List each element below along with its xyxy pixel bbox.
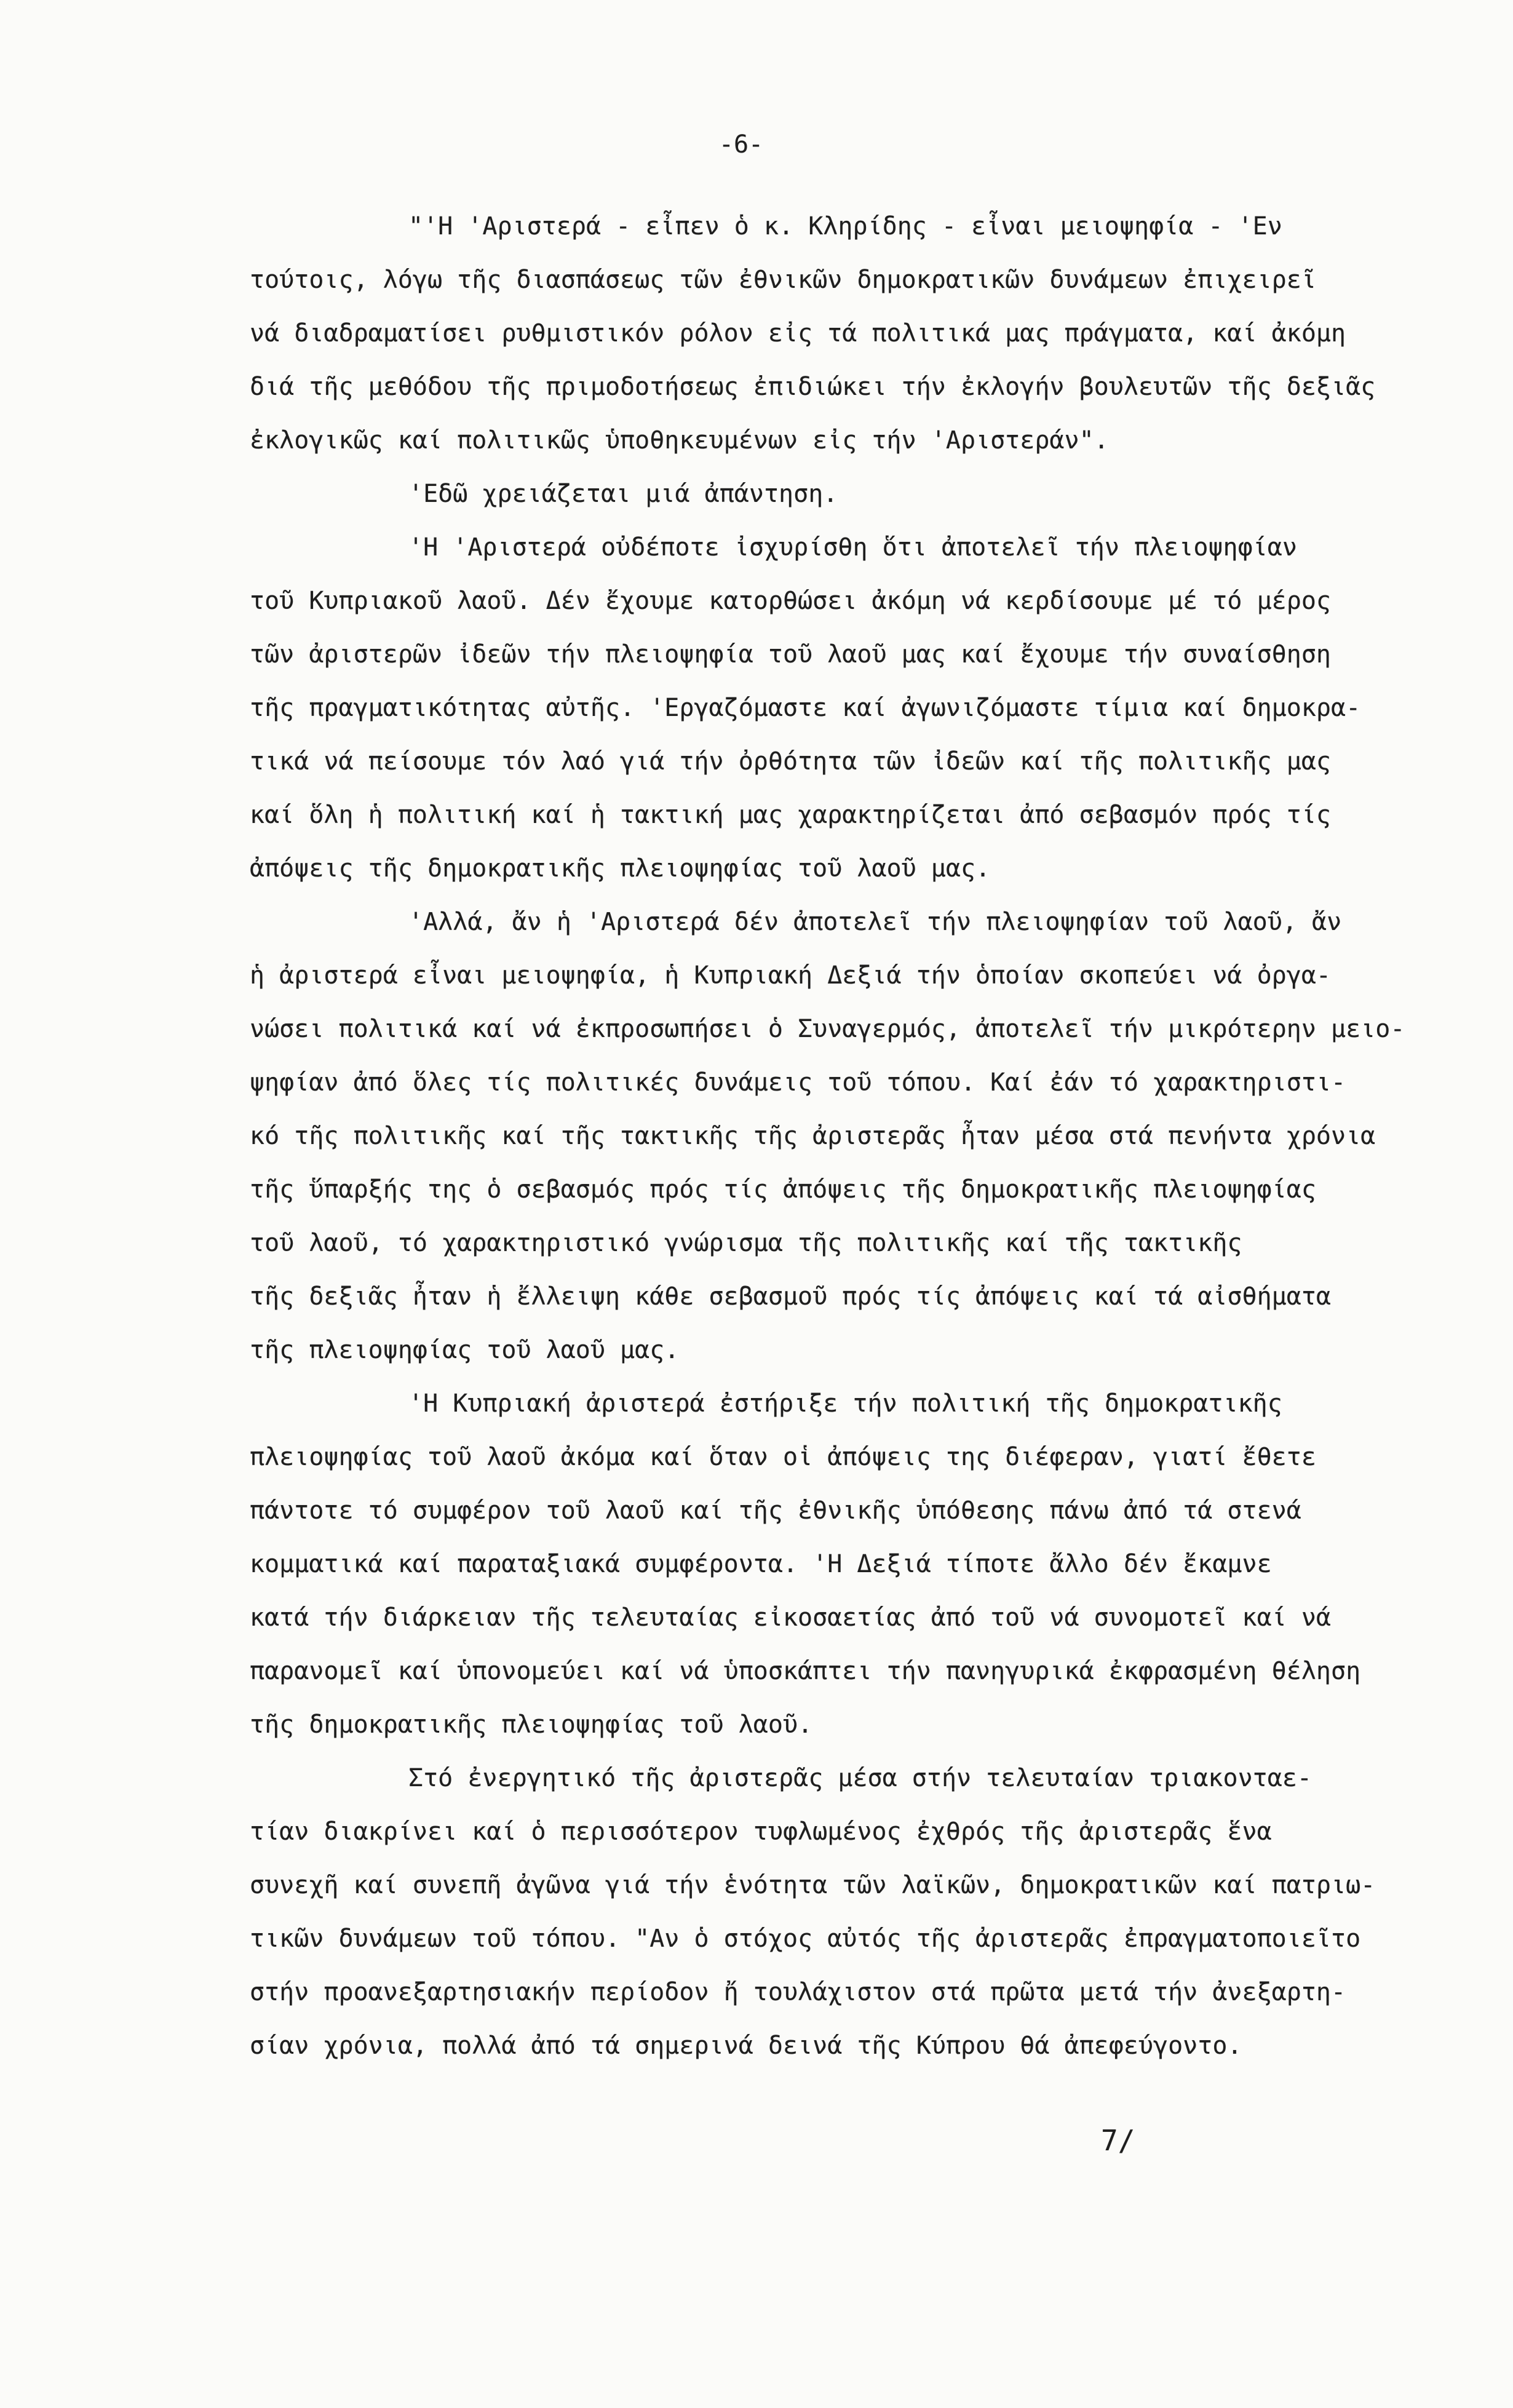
text-line: τῆς δημοκρατικῆς πλειοψηφίας τοῦ λαοῦ.	[250, 1711, 813, 1739]
text-line: ἀπόψεις τῆς δημοκρατικῆς πλειοψηφίας τοῦ λαοῦ μας.	[250, 854, 991, 883]
text-line: σίαν χρόνια, πολλά ἀπό τά σημερινά δεινά τῆς Κύπρου θά ἀπεφεύγοντο.	[250, 2032, 1242, 2060]
text-line: Στό ἐνεργητικό τῆς ἀριστερᾶς μέσα στήν τελευταίαν τριακονταε-	[408, 1764, 1312, 1792]
text-line: ἡ ἀριστερά εἶναι μειοψηφία, ἡ Κυπριακή Δεξιά τήν ὁποίαν σκοπεύει νά ὀργα-	[250, 961, 1331, 990]
text-line: διά τῆς μεθόδου τῆς πριμοδοτήσεως ἐπιδιώκει τήν ἐκλογήν βουλευτῶν τῆς δεξιᾶς	[250, 373, 1376, 401]
text-line: κό τῆς πολιτικῆς καί τῆς τακτικῆς τῆς ἀριστερᾶς ἦταν μέσα στά πενήντα χρόνια	[250, 1122, 1376, 1150]
text-line: κομματικά καί παραταξιακά συμφέροντα. 'Η Δεξιά τίποτε ἄλλο δέν ἔκαμνε	[250, 1550, 1272, 1578]
paragraph	[250, 467, 1474, 521]
text-line: τῆς ὕπαρξής της ὁ σεβασμός πρός τίς ἀπόψεις τῆς δημοκρατικῆς πλειοψηφίας	[250, 1175, 1316, 1204]
text-line: τοῦ λαοῦ, τό χαρακτηριστικό γνώρισμα τῆς πολιτικῆς καί τῆς τακτικῆς	[250, 1229, 1242, 1257]
text-line: πάντοτε τό συμφέρον τοῦ λαοῦ καί τῆς ἐθνικῆς ὑπόθεσης πάνω ἀπό τά στενά	[250, 1496, 1301, 1525]
text-line: ἐκλογικῶς καί πολιτικῶς ὑποθηκευμένων εἰς τήν 'Αριστεράν".	[250, 426, 1109, 455]
text-line: ψηφίαν ἀπό ὅλες τίς πολιτικές δυνάμεις τοῦ τόπου. Καί ἐάν τό χαρακτηριστι-	[250, 1068, 1346, 1097]
page-continuation-marker: 7/	[1101, 2124, 1135, 2157]
document-body	[250, 200, 1474, 2073]
text-line: τίαν διακρίνει καί ὁ περισσότερον τυφλωμένος ἐχθρός τῆς ἀριστερᾶς ἕνα	[250, 1818, 1272, 1846]
text-line: "'Η 'Αριστερά - εἶπεν ὁ κ. Κληρίδης - εἶναι μειοψηφία - 'Εν	[408, 212, 1282, 240]
paragraph	[250, 1752, 1474, 2073]
paragraph	[250, 521, 1474, 896]
text-line: παρανομεῖ καί ὑπονομεύει καί νά ὑποσκάπτει τήν πανηγυρικά ἐκφρασμένη θέληση	[250, 1657, 1361, 1685]
text-line: τούτοις, λόγω τῆς διασπάσεως τῶν ἐθνικῶν δημοκρατικῶν δυνάμεων ἐπιχειρεῖ	[250, 266, 1316, 294]
text-line: 'Η Κυπριακή ἀριστερά ἐστήριξε τήν πολιτική τῆς δημοκρατικῆς	[408, 1389, 1282, 1418]
text-line: συνεχῆ καί συνεπῆ ἀγῶνα γιά τήν ἑνότητα τῶν λαϊκῶν, δημοκρατικῶν καί πατριω-	[250, 1871, 1376, 1899]
text-line: κατά τήν διάρκειαν τῆς τελευταίας εἰκοσαετίας ἀπό τοῦ νά συνομοτεῖ καί νά	[250, 1603, 1331, 1632]
text-line: 'Η 'Αριστερά οὐδέποτε ἰσχυρίσθη ὅτι ἀποτελεῖ τήν πλειοψηφίαν	[408, 533, 1297, 562]
text-line: νά διαδραματίσει ρυθμιστικόν ρόλον εἰς τά πολιτικά μας πράγματα, καί ἀκόμη	[250, 319, 1346, 348]
page-number: -6-	[718, 130, 764, 159]
text-line: τῆς πραγματικότητας αὐτῆς. 'Εργαζόμαστε καί ἀγωνιζόμαστε τίμια καί δημοκρα-	[250, 694, 1361, 722]
text-line: τικά νά πείσουμε τόν λαό γιά τήν ὀρθότητα τῶν ἰδεῶν καί τῆς πολιτικῆς μας	[250, 747, 1331, 776]
text-line: τικῶν δυνάμεων τοῦ τόπου. "Αν ὁ στόχος αὐτός τῆς ἀριστερᾶς ἐπραγματοποιεῖτο	[250, 1925, 1361, 1953]
paragraph	[250, 200, 1474, 467]
text-line: τῆς πλειοψηφίας τοῦ λαοῦ μας.	[250, 1336, 680, 1364]
text-line: 'Αλλά, ἄν ἡ 'Αριστερά δέν ἀποτελεῖ τήν πλειοψηφίαν τοῦ λαοῦ, ἄν	[408, 908, 1342, 936]
text-line: στήν προανεξαρτησιακήν περίοδον ἤ τουλάχιστον στά πρῶτα μετά τήν ἀνεξαρτη-	[250, 1978, 1346, 2006]
paragraph	[250, 1377, 1474, 1752]
text-line: πλειοψηφίας τοῦ λαοῦ ἀκόμα καί ὅταν οἱ ἀπόψεις της διέφεραν, γιατί ἔθετε	[250, 1443, 1316, 1471]
text-line: τῆς δεξιᾶς ἦταν ἡ ἔλλειψη κάθε σεβασμοῦ πρός τίς ἀπόψεις καί τά αἰσθήματα	[250, 1282, 1331, 1311]
text-line: 'Εδῶ χρειάζεται μιά ἀπάντηση.	[408, 480, 838, 508]
text-line: τοῦ Κυπριακοῦ λαοῦ. Δέν ἔχουμε κατορθώσει ἀκόμη νά κερδίσουμε μέ τό μέρος	[250, 587, 1331, 615]
paragraph	[250, 896, 1474, 1377]
text-line: τῶν ἀριστερῶν ἰδεῶν τήν πλειοψηφία τοῦ λαοῦ μας καί ἔχουμε τήν συναίσθηση	[250, 640, 1331, 669]
text-line: καί ὅλη ἡ πολιτική καί ἡ τακτική μας χαρακτηρίζεται ἀπό σεβασμόν πρός τίς	[250, 801, 1331, 829]
text-line: νώσει πολιτικά καί νά ἐκπροσωπήσει ὁ Συναγερμός, ἀποτελεῖ τήν μικρότερην μειο-	[250, 1015, 1405, 1043]
